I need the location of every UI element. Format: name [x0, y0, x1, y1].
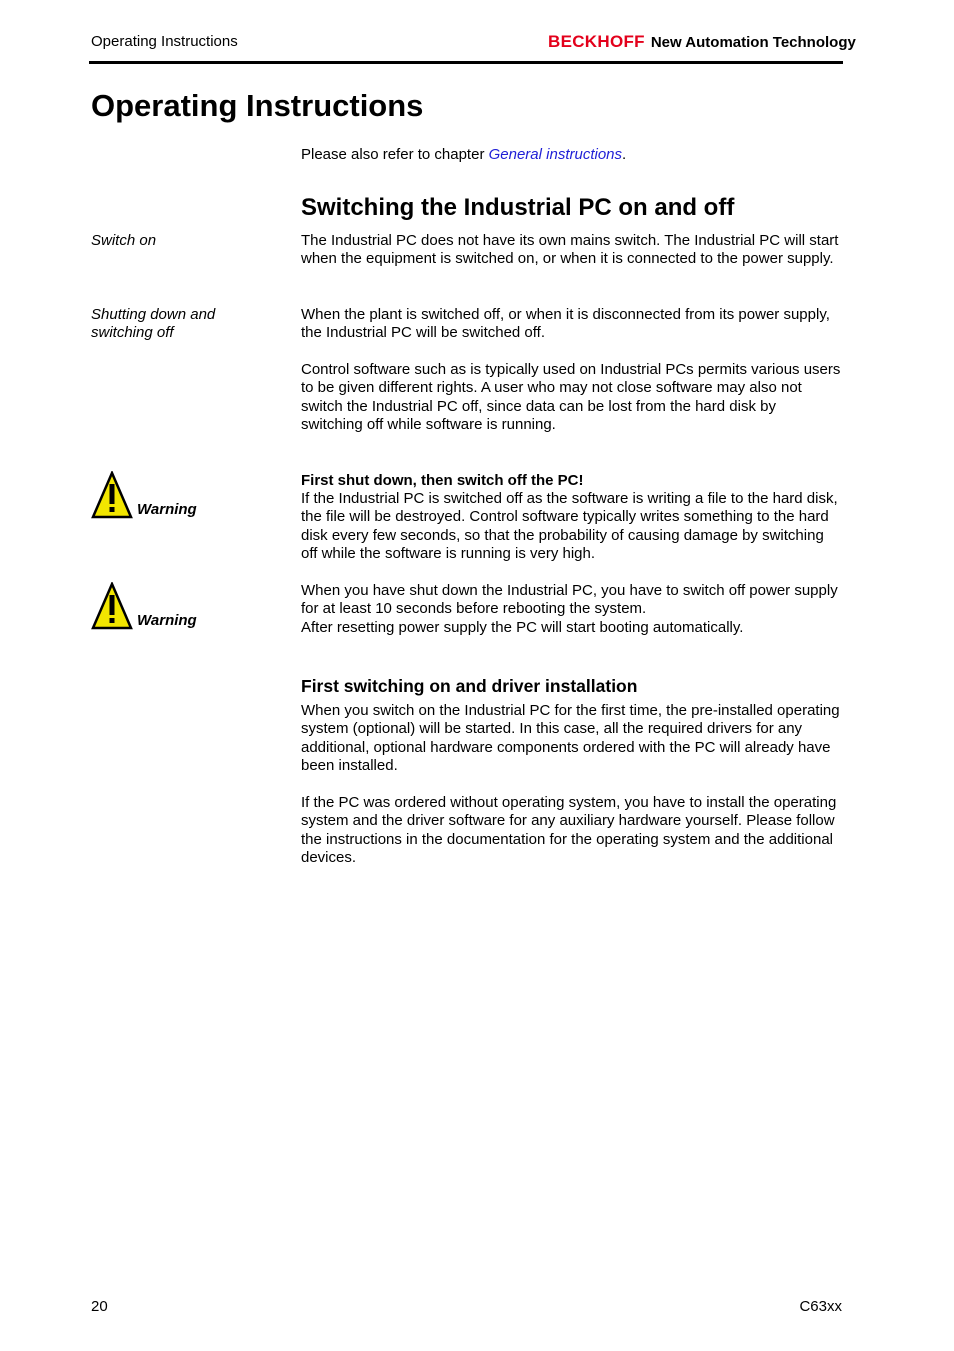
- intro-suffix: .: [622, 146, 627, 163]
- warning-1-title: First shut down, then switch off the PC!: [301, 472, 584, 489]
- logo-tagline: New Automation Technology: [650, 34, 856, 51]
- warning-triangle-icon: [91, 582, 133, 630]
- warning-2-text-1: When you have shut down the Industrial PC, you have to switch off power supply for at least 10 seconds before rebooting the system.: [301, 582, 838, 618]
- intro-text: [301, 146, 841, 164]
- switch-on-text: The Industrial PC does not have its own mains switch. The Industrial PC will start when the equipment is switched on, or when it is connected to the power supply.: [301, 232, 839, 268]
- running-header: Operating Instructions: [91, 33, 238, 50]
- warning-label-2: Warning: [137, 612, 197, 629]
- section-heading-driver-installation: First switching on and driver installation: [301, 676, 638, 696]
- beckhoff-logo: [548, 32, 856, 52]
- page-title: Operating Instructions: [91, 88, 424, 123]
- section-heading-switching: Switching the Industrial PC on and off: [301, 194, 735, 221]
- shutdown-text-1: When the plant is switched off, or when it is disconnected from its power supply, the Industrial PC will be switched off.: [301, 306, 830, 342]
- margin-label-shutdown: Shutting down and switching off: [91, 306, 216, 342]
- warning-2-text-2: After resetting power supply the PC will start booting automatically.: [301, 619, 744, 636]
- driver-text-1: When you switch on the Industrial PC for the first time, the pre-installed operating system (optional) will be started. In this case, all the required drivers for any additional, optional hardware components ordered with the PC will already have been installed.: [301, 702, 840, 775]
- warning-block-2: [91, 582, 197, 630]
- margin-label-switch-on: Switch on: [91, 232, 157, 249]
- general-instructions-link[interactable]: General instructions: [488, 146, 623, 163]
- document-id: C63xx: [799, 1298, 842, 1315]
- shutdown-text-2: Control software such as is typically used on Industrial PCs permits various users to be given different rights. A user who may not close software may also not switch the Industrial PC off, since data can be lost from the hard disk by switching off while software is running.: [301, 361, 841, 434]
- warning-triangle-icon: [91, 471, 133, 519]
- warning-1-text: If the Industrial PC is switched off as the software is writing a file to the hard disk, the file will be destroyed. Control software typically writes something to the hard disk every few seconds, so that the probability of causing damage by switching off while the software is running is very high.: [301, 490, 838, 563]
- warning-label-1: Warning: [137, 501, 197, 518]
- intro-prefix: Please also refer to chapter: [301, 146, 489, 163]
- driver-text-2: If the PC was ordered without operating system, you have to install the operating system and the driver software for any auxiliary hardware yourself. Please follow the instructions in the documentation for the operating system and the additional devices.: [301, 794, 837, 867]
- logo-brand: BECKHOFF: [548, 32, 645, 51]
- header-rule: [89, 61, 843, 64]
- page-number: 20: [91, 1298, 108, 1315]
- warning-block-1: [91, 471, 197, 519]
